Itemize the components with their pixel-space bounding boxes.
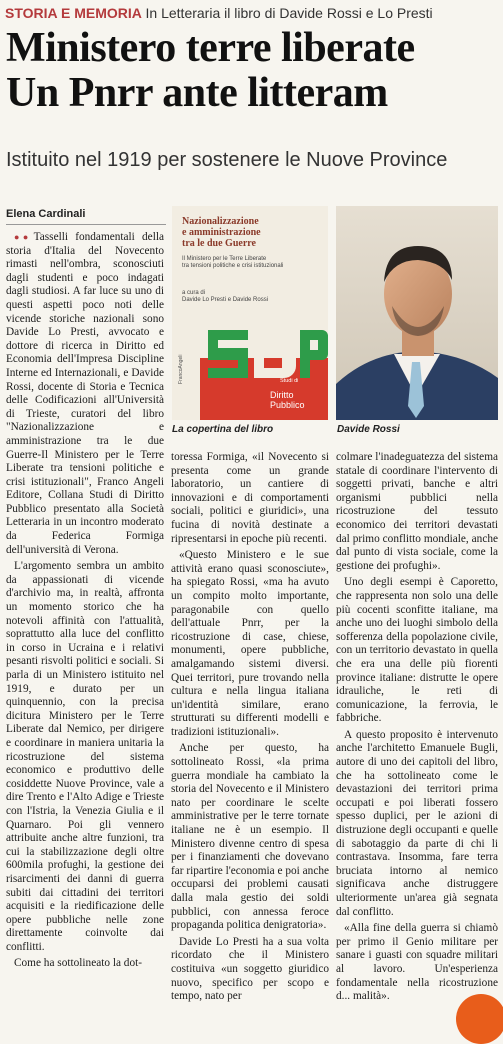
headline-line-2: Un Pnrr ante litteram	[6, 70, 388, 116]
paragraph: toressa Formiga, «il Novecento si presenta come un grande laboratorio, un cantiere di innovazioni e di comportamenti sociali, politici e giuridici», una fucina di novità destinate a ripresentarsi in epoche più recenti.	[171, 451, 329, 545]
paragraph: A questo proposito è intervenuto anche l'architetto Emanuele Bugli, autore di uno dei capitoli del libro, che ha sottolineato come le devastazioni dei territori prima occupati e poi liberati fossero spesso duplici, per le azioni di distruzione degli occupanti e quelle di sabotaggio da parte di chi li contrastava. Insomma, fare terra bruciata intorno al nemico significava anche distruggere ulteriormente un'area già segnata dal conflitto.	[336, 728, 498, 918]
body-column-3	[336, 451, 498, 1021]
paragraph: Come ha sottolineato la dot-	[14, 957, 143, 970]
book-series-small: Studi di	[280, 378, 299, 384]
page-corner-badge	[456, 994, 503, 1044]
byline-rule	[6, 224, 166, 225]
paragraph: Uno degli esempi è Caporetto, che rappresenta non solo una delle più cocenti sconfitte italiane, ma anche uno dei luoghi simbolo della sofferenza della popolazione civile, con un territorio devastato in quella che era una delle più fiorenti province italiane: distrutte le opere idrauliche, le reti di comunicazione, la ferrovia, le fabbriche.	[336, 576, 498, 725]
book-series: Diritto Pubblico	[270, 390, 305, 410]
bullet-dots-icon: ●●	[14, 232, 32, 242]
paragraph: «Alla fine della guerra si chiamò per primo il Genio militare per sanare i guasti con squadre militari al lavoro. Un'esperienza fondamentale nella ricostruzione d... malità».	[336, 922, 498, 1003]
paragraph: colmare l'inadeguatezza del sistema statale di coordinare l'intervento di soggetti privati, banche e altri organismi pubblici nella ricostruzione del tessuto economico dei territori devastati dal primo conflitto mondiale, anche dal punto di vista sociale, come la gestione dei profughi».	[336, 451, 498, 572]
book-cover-image	[172, 206, 328, 420]
headline	[6, 26, 501, 116]
book-publisher: FrancoAngeli	[178, 354, 184, 384]
photo-caption: Davide Rossi	[337, 424, 400, 435]
paragraph: «Questo Ministero e le sue attività erano quasi sconosciute», ha spiegato Rossi, «ma ha avuto un compito molto importante, paragonabile con quello dell'attuale Pnrr, per la ricostruzione di case, chiese, monumenti, opere pubbliche, amalgamando sistemi diversi. Quei territori, pure trovando nella cultura e nella lingua italiana un'identità similare, erano strutturati su differenti modelli e tradizioni istituzionali».	[171, 549, 329, 738]
kicker-text: In Letteraria il libro di Davide Rossi e Lo Presti	[145, 5, 433, 21]
book-subtitle: Il Ministero per le Terre Liberate tra tensioni politiche e crisi istituzionali	[182, 256, 284, 269]
portrait-photo	[336, 206, 498, 420]
subtitle: Istituito nel 1919 per sostenere le Nuove Province	[6, 149, 448, 171]
body-column-2	[171, 451, 329, 1021]
paragraph: ●● Tasselli fondamentali della storia d'Italia del Novecento rimasti nell'ombra, sconosciuti dagli studenti e poco indagati dagli studiosi. A far luce su uno di questi aspetti poco noti delle vicende storiche nazionali sono Davide Lo Presti, avvocato e dottore di ricerca in Diritto ed Economia dell'Impresa Discipline Interne ed Internazionali, e Davide Rossi, docente di Storia e Tecnica delle Codificazioni all'Università di Trieste, curatori del libro "Nazionalizzazione e amministrazione tra le due Guerre-Il Ministero per le Terre Liberate tra tensioni politiche e crisi istituzionali", Franco Angeli Editore, Collana Studi di Diritto Pubblico presentato alla Società Letteraria in un incontro moderato da Federica Formiga dell'università di Verona.	[6, 231, 164, 556]
kicker	[5, 4, 500, 23]
book-editors: a cura di Davide Lo Presti e Davide Rossi	[182, 290, 269, 303]
paragraph: L'argomento sembra un ambito da appassionati di vicende d'archivio ma, in realtà, affronta un momento storico che ha notevoli affinità con l'attualità, soprattutto alla luce del conflitto in corso in Ucraina e i relativi pesanti risvolti politici e sociali. Si parla di un Ministero istituito nel 1919, e durato per un quinquennio, con la precisa dicitura Ministero per le Terre Liberate dal Nemico, per dirigere e coordinare in maniera unitaria la ricostruzione del sistema economico e produttivo delle cosiddette Nuove Province, vale a dire Trento e l'Alto Adige e Trieste con l'Istria, la Venezia Giulia e il Quarnaro. Poi gli vennero attribuite anche altre funzioni, tra cui la stabilizzazione degli oltre 600mila profughi, la gestione dei risarcimenti dei danni di guerra subiti dai cittadini dei territori acquisiti e la riedificazione delle opere pubbliche nelle zone direttamente coinvolte dai conflitti.	[6, 560, 164, 953]
book-title: Nazionalizzazione e amministrazione tra le due Guerre	[182, 216, 261, 249]
author-byline: Elena Cardinali	[6, 208, 86, 220]
section-label: STORIA E MEMORIA	[5, 5, 142, 21]
headline-line-1: Ministero terre liberate	[6, 25, 415, 71]
portrait-illustration	[336, 206, 498, 420]
book-caption: La copertina del libro	[172, 424, 274, 435]
body-column-1	[6, 231, 164, 1021]
paragraph: Anche per questo, ha sottolineato Rossi, «la prima guerra mondiale ha cambiato la storia del Novecento e il Ministero nato per coordinare le scelte amministrative per le terre tornate italiane ne è un esempio. Il Ministero divenne centro di spesa per i finanziamenti che dovevano far ripartire l'economia e poi anche occuparsi dei problemi causati dalla mala gestio dei soldi pubblici, con annessa feroce propaganda politica denigratoria».	[171, 742, 329, 932]
paragraph: Davide Lo Presti ha a sua volta ricordato che il Ministero costituiva «un soggetto giuridico nuovo, specifico per scopo e tempo, nato per	[171, 935, 329, 1003]
